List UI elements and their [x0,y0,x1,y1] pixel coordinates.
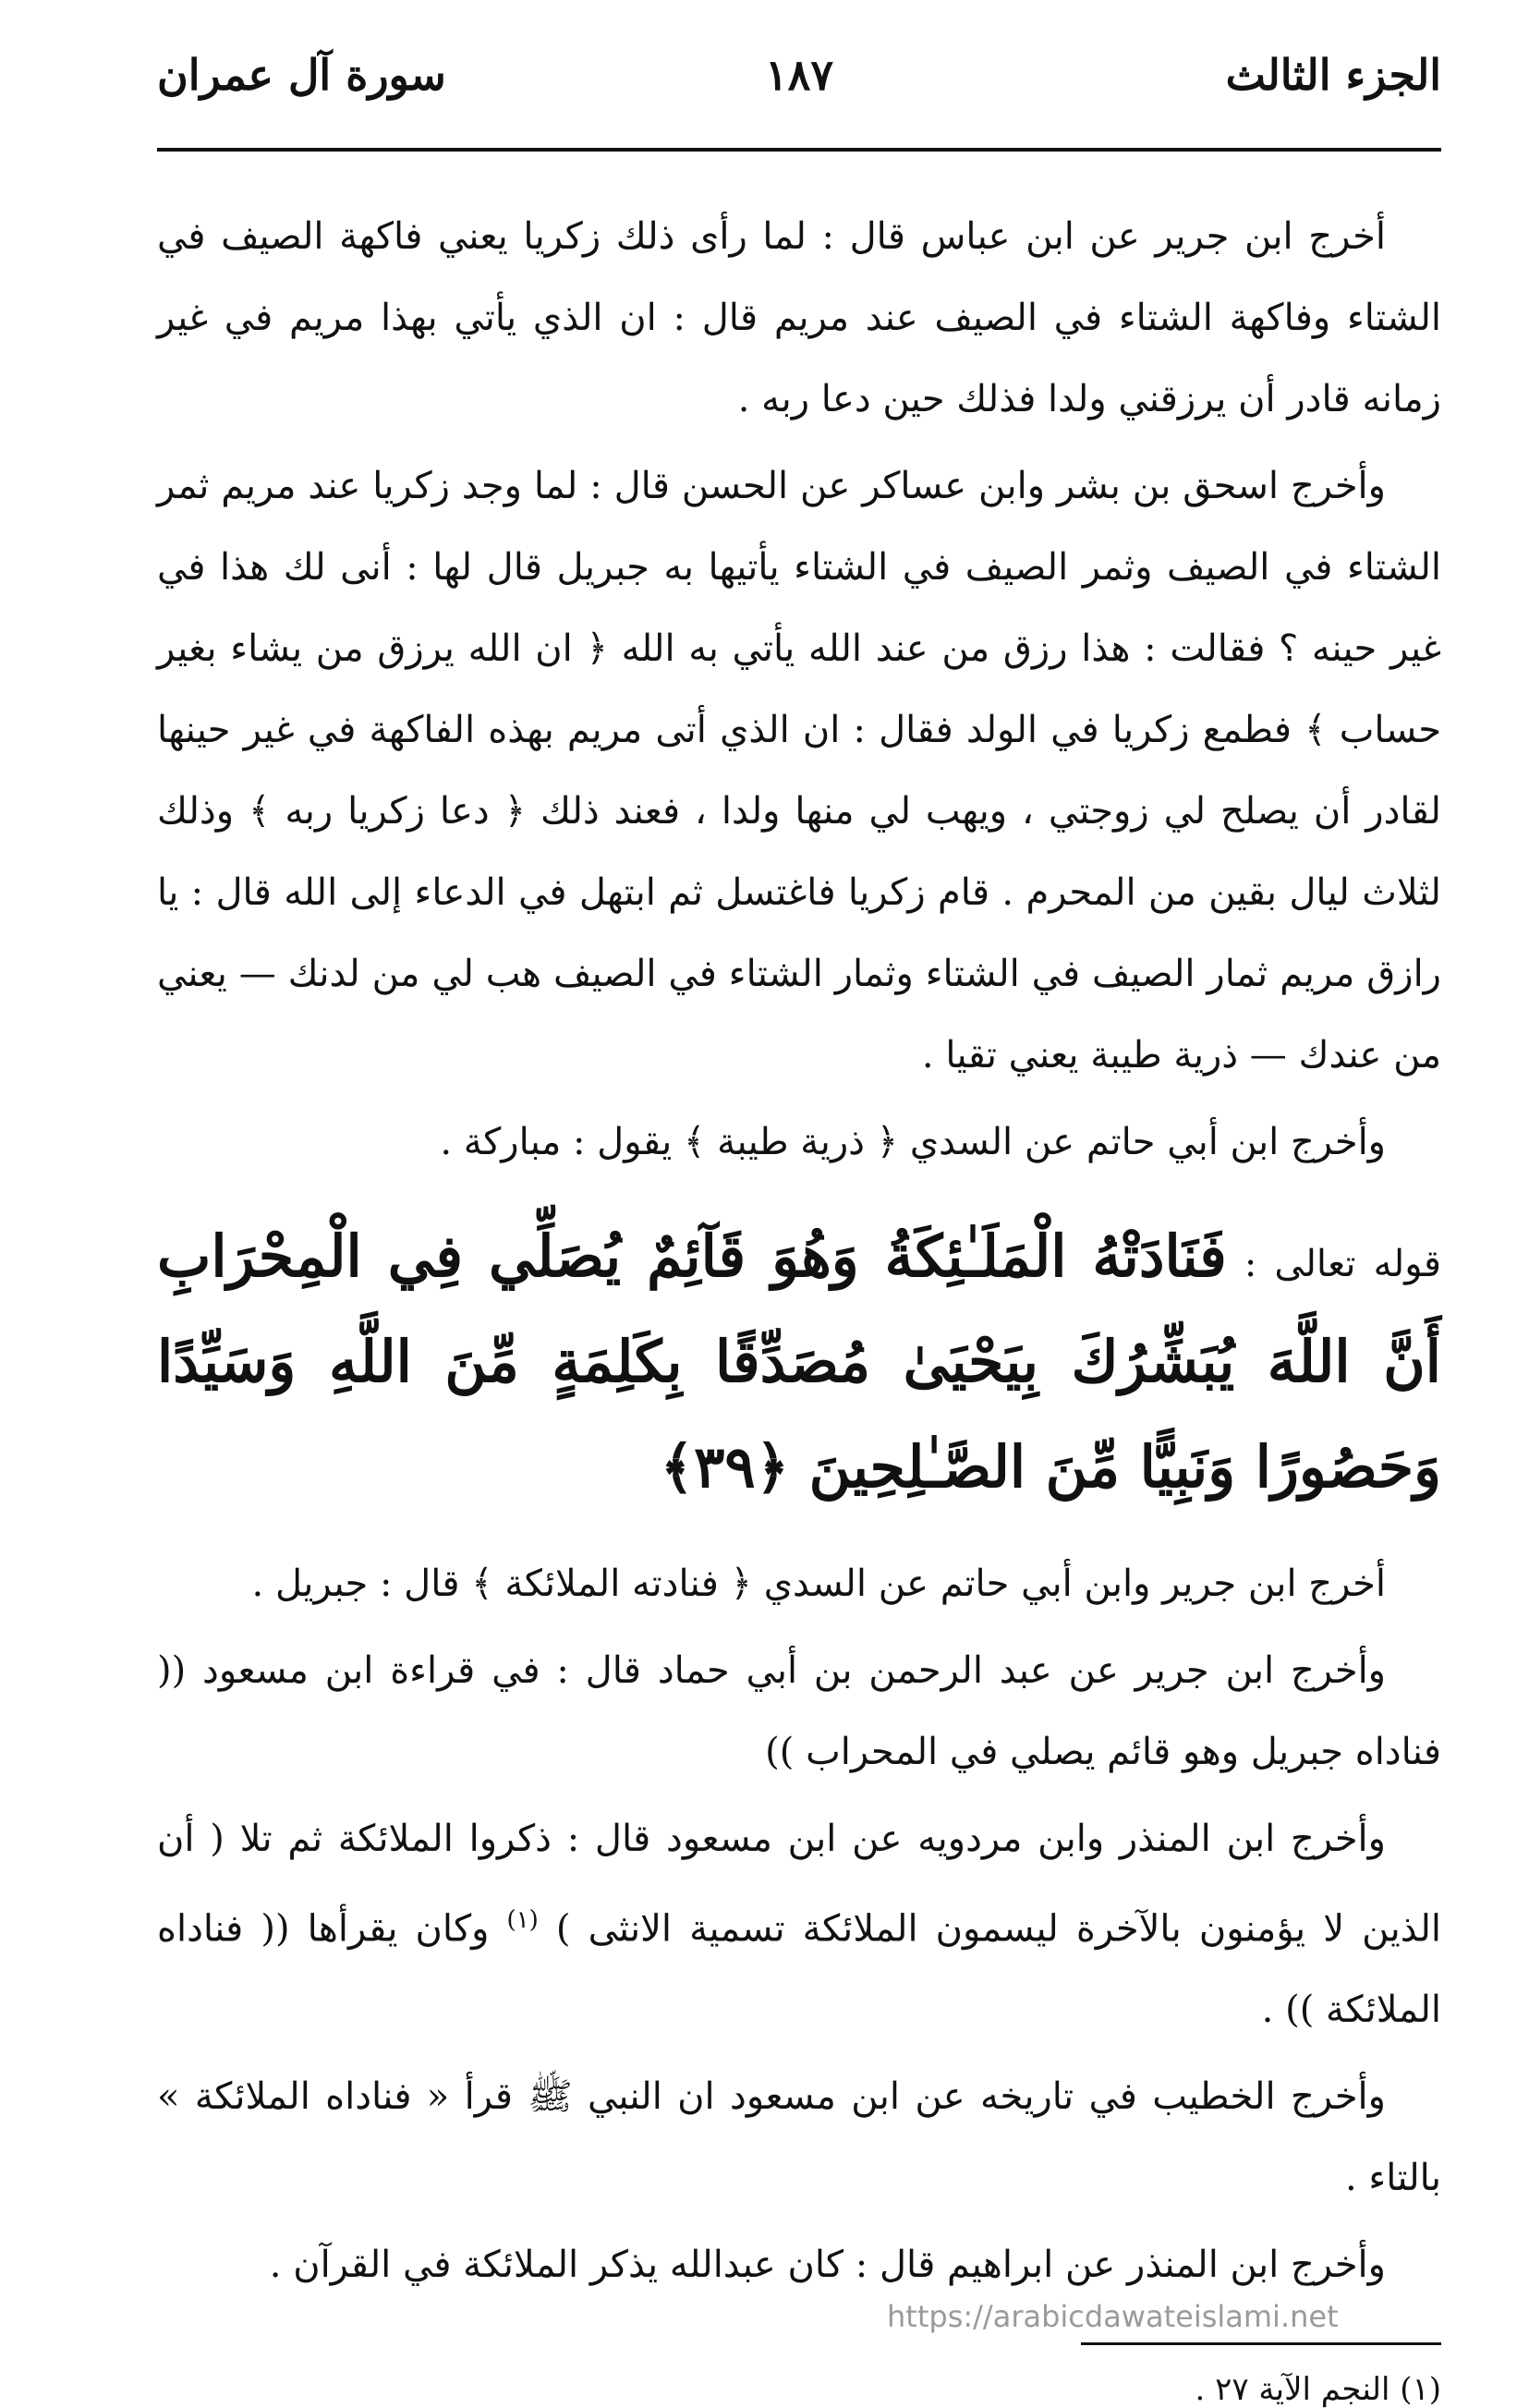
watermark-url: https://arabicdawateislami.net [887,2299,1339,2334]
paragraph: وأخرج ابن أبي حاتم عن السدي ﴿ ذرية طيبة ﴾ يقول : مباركة . [440,1121,1386,1163]
paragraph: أخرج ابن جرير وابن أبي حاتم عن السدي ﴿ فنادته الملائكة ﴾ قال : جبريل . [251,1563,1386,1605]
page-number: ١٨٧ [764,50,834,100]
quran-verse-block [157,1207,1441,1523]
paragraph: أخرج ابن جرير عن ابن عباس قال : لما رأى ذلك زكريا يعني فاكهة الصيف في الشتاء وفاكهة الشتاء في الصيف عند مريم قال : ان الذي يأتي بهذا مريم في غير زمانه قادر أن يرزقني ولدا فذلك حين دعا ربه . [157,215,1441,420]
quran-verse: فَنَادَتْهُ الْمَلَـٰئِكَةُ وَهُوَ قَآئِمٌ يُصَلِّي فِي الْمِحْرَابِ أَنَّ اللَّهَ يُبَشِّرُكَ بِيَحْيَىٰ مُصَدِّقًا بِكَلِمَةٍ مِّنَ اللَّهِ وَسَيِّدًا وَحَصُورًا وَنَبِيًّا مِّنَ الصَّـٰلِحِينَ ﴿٣٩﴾ [157,1222,1441,1501]
footnote: (١) النجم الآية ٢٧ . [1195,2371,1441,2408]
part-title: الجزء الثالث [1225,50,1441,100]
surah-title: سورة آل عمران [157,50,446,100]
header-divider [157,148,1441,152]
paragraph: وأخرج اسحق بن بشر وابن عساكر عن الحسن قال : لما وجد زكريا عند مريم ثمر الشتاء في الصيف وثمر الصيف في الشتاء يأتيها به جبريل قال لها : أنى لك هذا في غير حينه ؟ فقالت : هذا رزق من عند الله يأتي به الله ﴿ ان الله يرزق من يشاء بغير حساب ﴾ فطمع زكريا في الولد فقال : ان الذي أتى مريم بهذه الفاكهة في غير حينها لقادر أن يصلح لي زوجتي ، ويهب لي منها ولدا ، فعند ذلك ﴿ دعا زكريا ربه ﴾ وذلك لثلاث ليال بقين من المحرم . قام زكريا فاغتسل ثم ابتهل في الدعاء إلى الله قال : يا رازق مريم ثمار الصيف في الشتاء وثمار الشتاء في الصيف هب لي من لدنك — يعني من عندك — ذرية طيبة يعني تقيا . [157,465,1441,1076]
paragraph: وأخرج ابن جرير عن عبد الرحمن بن أبي حماد قال : في قراءة ابن مسعود (( فناداه جبريل وهو قائم يصلي في المحراب )) [157,1649,1441,1773]
paragraph [157,1798,1441,2050]
page-header [157,37,1441,111]
paragraph: وأخرج ابن المنذر عن ابراهيم قال : كان عبدالله يذكر الملائكة في القرآن . [269,2244,1386,2287]
footnote-reference: (١) [506,1906,539,1934]
paragraph-continuation: وكان يقرأها (( فناداه الملائكة )) . [157,1907,1441,2032]
footnote-divider [1081,2342,1441,2345]
verse-intro: قوله تعالى : [1244,1243,1441,1285]
main-text [157,196,1441,2305]
paragraph: وأخرج الخطيب في تاريخه عن ابن مسعود ان النبي ﷺ قرأ « فناداه الملائكة » بالتاء . [157,2075,1441,2200]
paragraph-text: وأخرج ابن المنذر وابن مردويه عن ابن مسعود قال : ذكروا الملائكة ثم تلا ( أن الذين لا يؤمنون بالآخرة ليسمون الملائكة تسمية الانثى ) [157,1818,1441,1951]
